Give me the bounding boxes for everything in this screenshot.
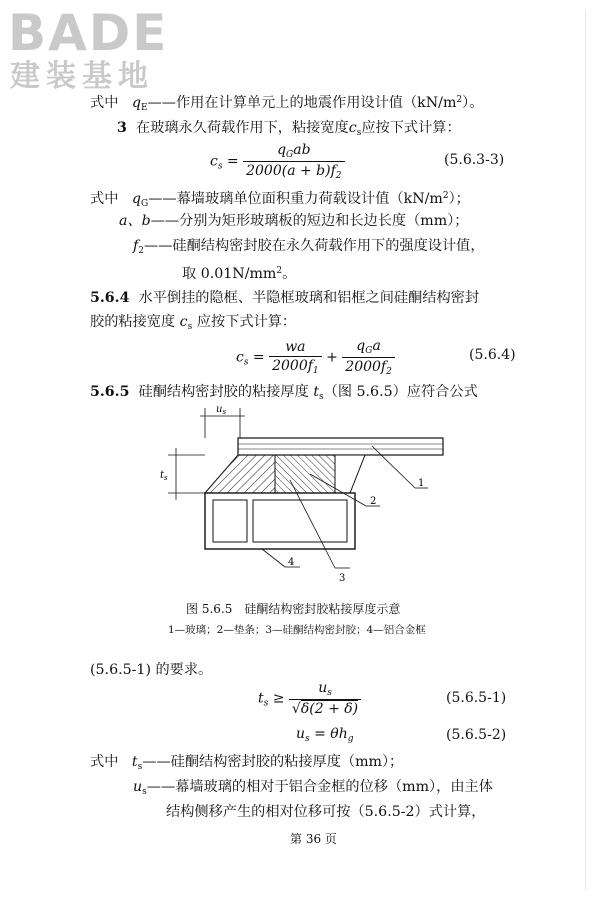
watermark-subtitle: 建装基地 — [10, 59, 154, 91]
equation-number: (5.6.5-2) — [446, 727, 507, 743]
def-qe-line: 式中 $q_E——$作用在计算单元上的地震作用设计值$(kN/m^2)$。 — [90, 95, 484, 113]
sealant-body — [275, 455, 335, 493]
spacer-strip — [335, 455, 365, 493]
figure-caption: 图 5.6.5 硅酮结构密封胶粘接厚度示意 — [186, 602, 401, 616]
equation-number: (5.6.5-1) — [446, 690, 507, 706]
item-3-line: 3 在玻璃永久荷载作用下，粘接宽度$c_s$应按下式计算： — [117, 120, 461, 138]
continuation-line: (5.6.5-1) 的要求。 — [90, 662, 213, 678]
figure-legend: 1—玻璃；2—垫条；3—硅酮结构密封胶；4—铝合金框 — [168, 624, 426, 636]
bade-watermark-logo — [6, 6, 181, 91]
def-qg-line: 式中 $q_G——$幕墙玻璃单位面积重力荷载设计值$(kN/m^2)$； — [90, 191, 470, 209]
page-number: 第 36 页 — [290, 832, 337, 846]
callout-2: 2 — [370, 496, 377, 507]
dim-ts-label: $t_s$ — [160, 470, 168, 482]
equation-5-6-5-1: $t_s$ ≥ $\frac{u_s}{√\delta(2 + \delta)}$ — [258, 680, 361, 717]
equation-5-6-3-3: $c_s$ = $\frac{q_Gab}{2000(a + b)f_2}$ — [210, 142, 345, 181]
def-us-line: $u_s——$幕墙玻璃的相对于铝合金框的位移（mm），由主体 — [133, 779, 493, 797]
callout-3: 3 — [339, 573, 346, 584]
dim-us-label: $u_s$ — [216, 404, 227, 416]
def-ab-line: a、b——分别为矩形玻璃板的短边和长边长度（mm）； — [119, 213, 469, 229]
equation-5-6-4: $c_s$ = $\frac{wa}{2000f_1}$ + $\frac{q_Ga}{2000f_2}$ — [236, 338, 395, 377]
def-f2-line: $f_2——$硅酮结构密封胶在永久荷载作用下的强度设计值， — [133, 238, 485, 256]
def-us-line2: 结构侧移产生的相对位移可按（5.6.5-2）式计算， — [166, 804, 486, 820]
def-f2-value-line: 取 $0.01N/mm^2$。 — [182, 266, 297, 282]
section-5-6-4-line1: 5.6.4 水平倒挂的隐框、半隐框玻璃和铝框之间硅酮结构密封 — [90, 290, 480, 306]
section-5-6-4-line2: 胶的粘接宽度 $c_s$ 应按下式计算： — [90, 314, 297, 332]
glass-panel — [238, 438, 443, 455]
equation-5-6-5-2: $u_s = \theta h_g$ — [296, 726, 354, 744]
callout-1: 1 — [418, 478, 425, 489]
equation-number: (5.6.3-3) — [444, 152, 505, 168]
page-edge-rule — [585, 10, 586, 890]
watermark-brand: BADE — [8, 6, 169, 62]
figure-5-6-5-diagram — [150, 400, 470, 585]
structural-sealant — [205, 455, 275, 493]
equation-number: (5.6.4) — [469, 347, 516, 363]
callout-4: 4 — [288, 557, 295, 568]
def-ts-line: 式中 $t_s——$硅酮结构密封胶的粘接厚度（mm）； — [90, 754, 404, 772]
section-5-6-5-line1: 5.6.5 硅酮结构密封胶的粘接厚度 $t_s$（图 5.6.5）应符合公式 — [90, 384, 478, 402]
